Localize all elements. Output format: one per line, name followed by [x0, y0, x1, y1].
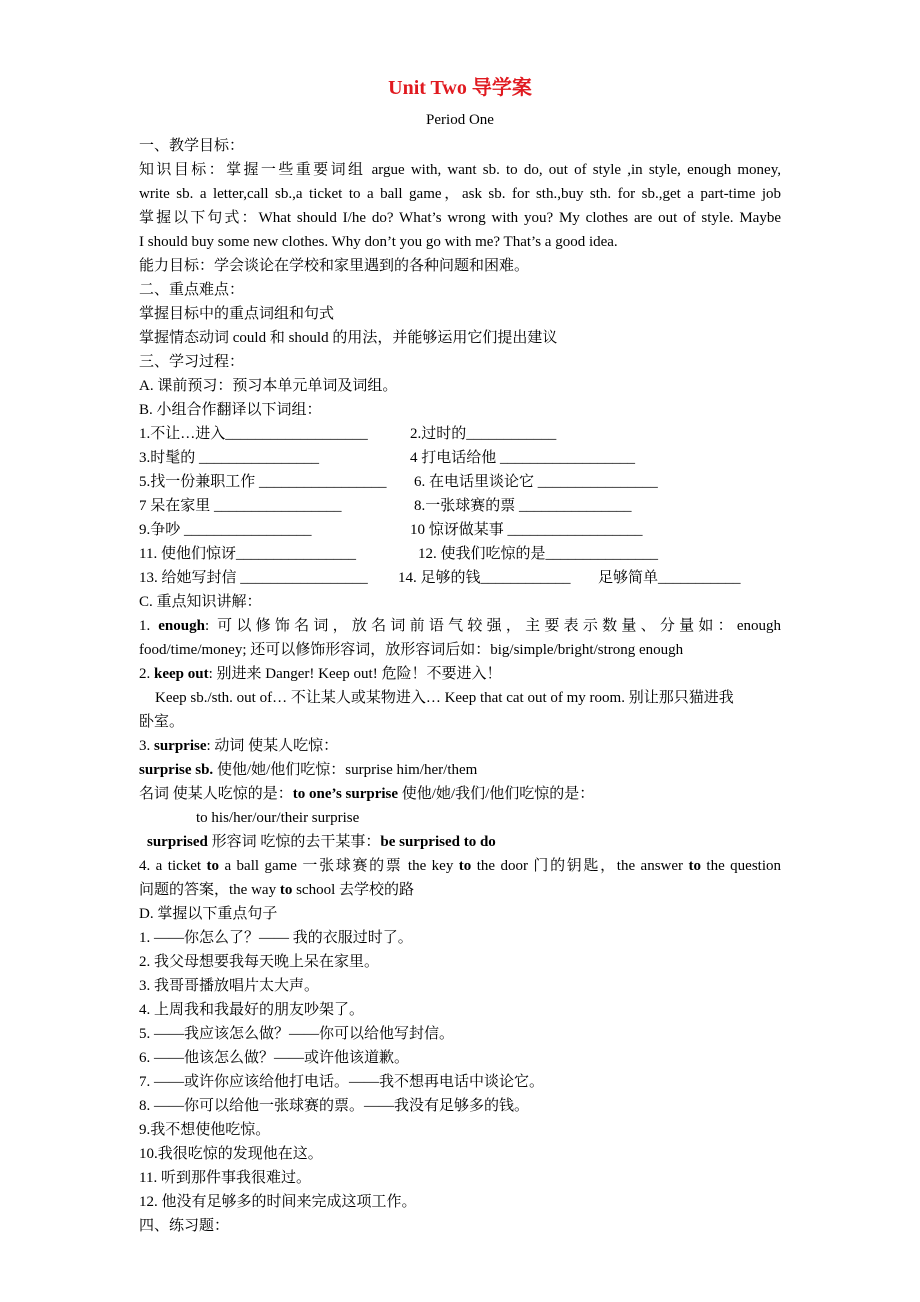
sentence-item: 11. 听到那件事我很难过。	[139, 1170, 311, 1186]
knowledge-heading: C. 重点知识讲解：	[139, 594, 262, 610]
item-number: 1.	[139, 618, 159, 634]
item-text: 形容词 吃惊的去干某事：	[207, 834, 381, 850]
key-sentences-heading: D. 掌握以下重点句子	[139, 906, 278, 922]
knowledge-to	[139, 856, 781, 876]
keyword: surprised	[147, 834, 208, 850]
section-heading-exercises: 四、练习题：	[139, 1218, 230, 1234]
document-subtitle: Period One	[426, 112, 494, 128]
sentence-pattern-line-2: I should buy some new clothes. Why don’t you go with me? That’s a good idea.	[139, 234, 618, 250]
item-number: 2.	[139, 666, 154, 682]
sentence-item: 6. ——他该怎么做？——或许他该道歉。	[139, 1050, 410, 1066]
ability-objective: 能力目标：学会谈论在学校和家里遇到的各种问题和困难。	[139, 258, 530, 274]
knowledge-keep-out-line-3: 卧室。	[139, 714, 185, 730]
phrase-item: 3.时髦的 ________________	[139, 450, 320, 466]
sentence-item: 10.我很吃惊的发现他在这。	[139, 1146, 323, 1162]
knowledge-keep-out	[139, 664, 501, 684]
key-point-line-1: 掌握目标中的重点词组和句式	[139, 306, 335, 322]
section-heading-key-points: 二、重点难点：	[139, 282, 245, 298]
knowledge-surprise-example: to his/her/our/their surprise	[196, 810, 360, 826]
phrase-item: 9.争吵 _________________	[139, 522, 312, 538]
preview-task: A. 课前预习：预习本单元单词及词组。	[139, 378, 398, 394]
sentence-item: 2. 我父母想要我每天晚上呆在家里。	[139, 954, 380, 970]
phrase-row	[139, 544, 659, 564]
sentence-item: 5. ——我应该怎么做？——你可以给他写封信。	[139, 1026, 455, 1042]
phrase-item: 足够简单___________	[598, 570, 741, 586]
knowledge-enough	[139, 616, 781, 636]
phrase-row	[139, 472, 658, 492]
item-number: 3.	[139, 738, 154, 754]
item-text: : 别进来 Danger! Keep out! 危险！不要进入！	[208, 666, 502, 682]
sentence-item: 1. ——你怎么了？—— 我的衣服过时了。	[139, 930, 413, 946]
item-text: 使他/她/我们/他们吃惊的是：	[398, 786, 595, 802]
section-heading-objectives: 一、教学目标：	[139, 138, 245, 154]
knowledge-surprised-adj	[147, 832, 496, 852]
phrase-item: 4 打电话给他 __________________	[410, 450, 636, 466]
knowledge-objective-line-1: 知识目标：掌握一些重要词组 argue with, want sb. to do, out of style ,in style, enough money,	[139, 162, 781, 178]
phrase-item: 1.不让…进入___________________	[139, 426, 368, 442]
item-text: 4. a ticket	[139, 858, 207, 874]
phrase-row	[139, 520, 643, 540]
item-text: : 动词 使某人吃惊：	[206, 738, 339, 754]
keyword: to one’s surprise	[292, 786, 399, 802]
knowledge-objective-line-2: write sb. a letter,call sb.,a ticket to a ball game，ask sb. for sth.,buy sth. for sb.,get a part-time job	[139, 186, 781, 202]
knowledge-surprise-noun	[139, 784, 594, 804]
keyword: to	[688, 858, 701, 874]
section-heading-process: 三、学习过程：	[139, 354, 245, 370]
phrase-item: 5.找一份兼职工作 _________________	[139, 474, 387, 490]
knowledge-to-line-2	[139, 880, 414, 900]
item-text: 问题的答案，the way	[139, 882, 280, 898]
phrase-item: 7 呆在家里 _________________	[139, 498, 342, 514]
item-text: the door 门的钥匙，the answer	[471, 858, 689, 874]
item-text: 名词 使某人吃惊的是：	[139, 786, 293, 802]
phrase-row	[139, 568, 741, 588]
sentence-item: 9.我不想使他吃惊。	[139, 1122, 271, 1138]
knowledge-enough-line-2: food/time/money; 还可以修饰形容词，放形容词后如：big/simple/bright/strong enough	[139, 642, 684, 658]
phrase-item: 11. 使他们惊讶________________	[139, 546, 356, 562]
keyword: surprise sb.	[139, 762, 214, 778]
keyword: to	[206, 858, 220, 874]
sentence-item: 7. ——或许你应该给他打电话。——我不想再电话中谈论它。	[139, 1074, 545, 1090]
item-text: a ball game 一张球赛的票 the key	[219, 858, 459, 874]
item-text: 使他/她/他们吃惊：surprise him/her/them	[213, 762, 478, 778]
phrase-item: 6. 在电话里谈论它 ________________	[414, 474, 658, 490]
sentence-item: 8. ——你可以给他一张球赛的票。——我没有足够多的钱。	[139, 1098, 530, 1114]
keyword: surprise	[154, 738, 207, 754]
document-title: Unit Two 导学案	[388, 77, 532, 99]
keyword: keep out	[154, 666, 209, 682]
knowledge-surprise	[139, 736, 338, 756]
item-text: the question	[700, 858, 781, 874]
key-point-line-2: 掌握情态动词 could 和 should 的用法，并能够运用它们提出建议	[139, 330, 558, 346]
sentence-item: 4. 上周我和我最好的朋友吵架了。	[139, 1002, 365, 1018]
phrase-item: 2.过时的____________	[410, 426, 557, 442]
phrase-item: 13. 给她写封信 _________________	[139, 570, 368, 586]
phrase-item: 12. 使我们吃惊的是_______________	[418, 546, 659, 562]
keyword: be surprised to do	[380, 834, 496, 850]
item-text: : 可以修饰名词，放名词前语气较强，主要表示数量、分量如：enough	[204, 618, 782, 634]
phrase-item: 14. 足够的钱____________	[398, 570, 571, 586]
knowledge-surprise-sb	[139, 760, 477, 780]
group-translate-task: B. 小组合作翻译以下词组：	[139, 402, 322, 418]
item-text: school 去学校的路	[292, 882, 414, 898]
phrase-row	[139, 424, 557, 444]
phrase-row	[139, 496, 632, 516]
keyword: to	[458, 858, 472, 874]
knowledge-keep-out-line-2: Keep sb./sth. out of… 不让某人或某物进入… Keep that cat out of my room. 别让那只猫进我	[155, 690, 734, 706]
sentence-item: 3. 我哥哥播放唱片太大声。	[139, 978, 320, 994]
phrase-item: 10 惊讶做某事 __________________	[410, 522, 643, 538]
sentence-item: 12. 他没有足够多的时间来完成这项工作。	[139, 1194, 417, 1210]
sentence-pattern-line-1: 掌握以下句式：What should I/he do? What’s wrong with you? My clothes are out of style. Maybe	[139, 210, 781, 226]
phrase-item: 8.一张球赛的票 _______________	[414, 498, 632, 514]
keyword: enough	[158, 618, 205, 634]
keyword: to	[279, 882, 293, 898]
phrase-row	[139, 448, 636, 468]
